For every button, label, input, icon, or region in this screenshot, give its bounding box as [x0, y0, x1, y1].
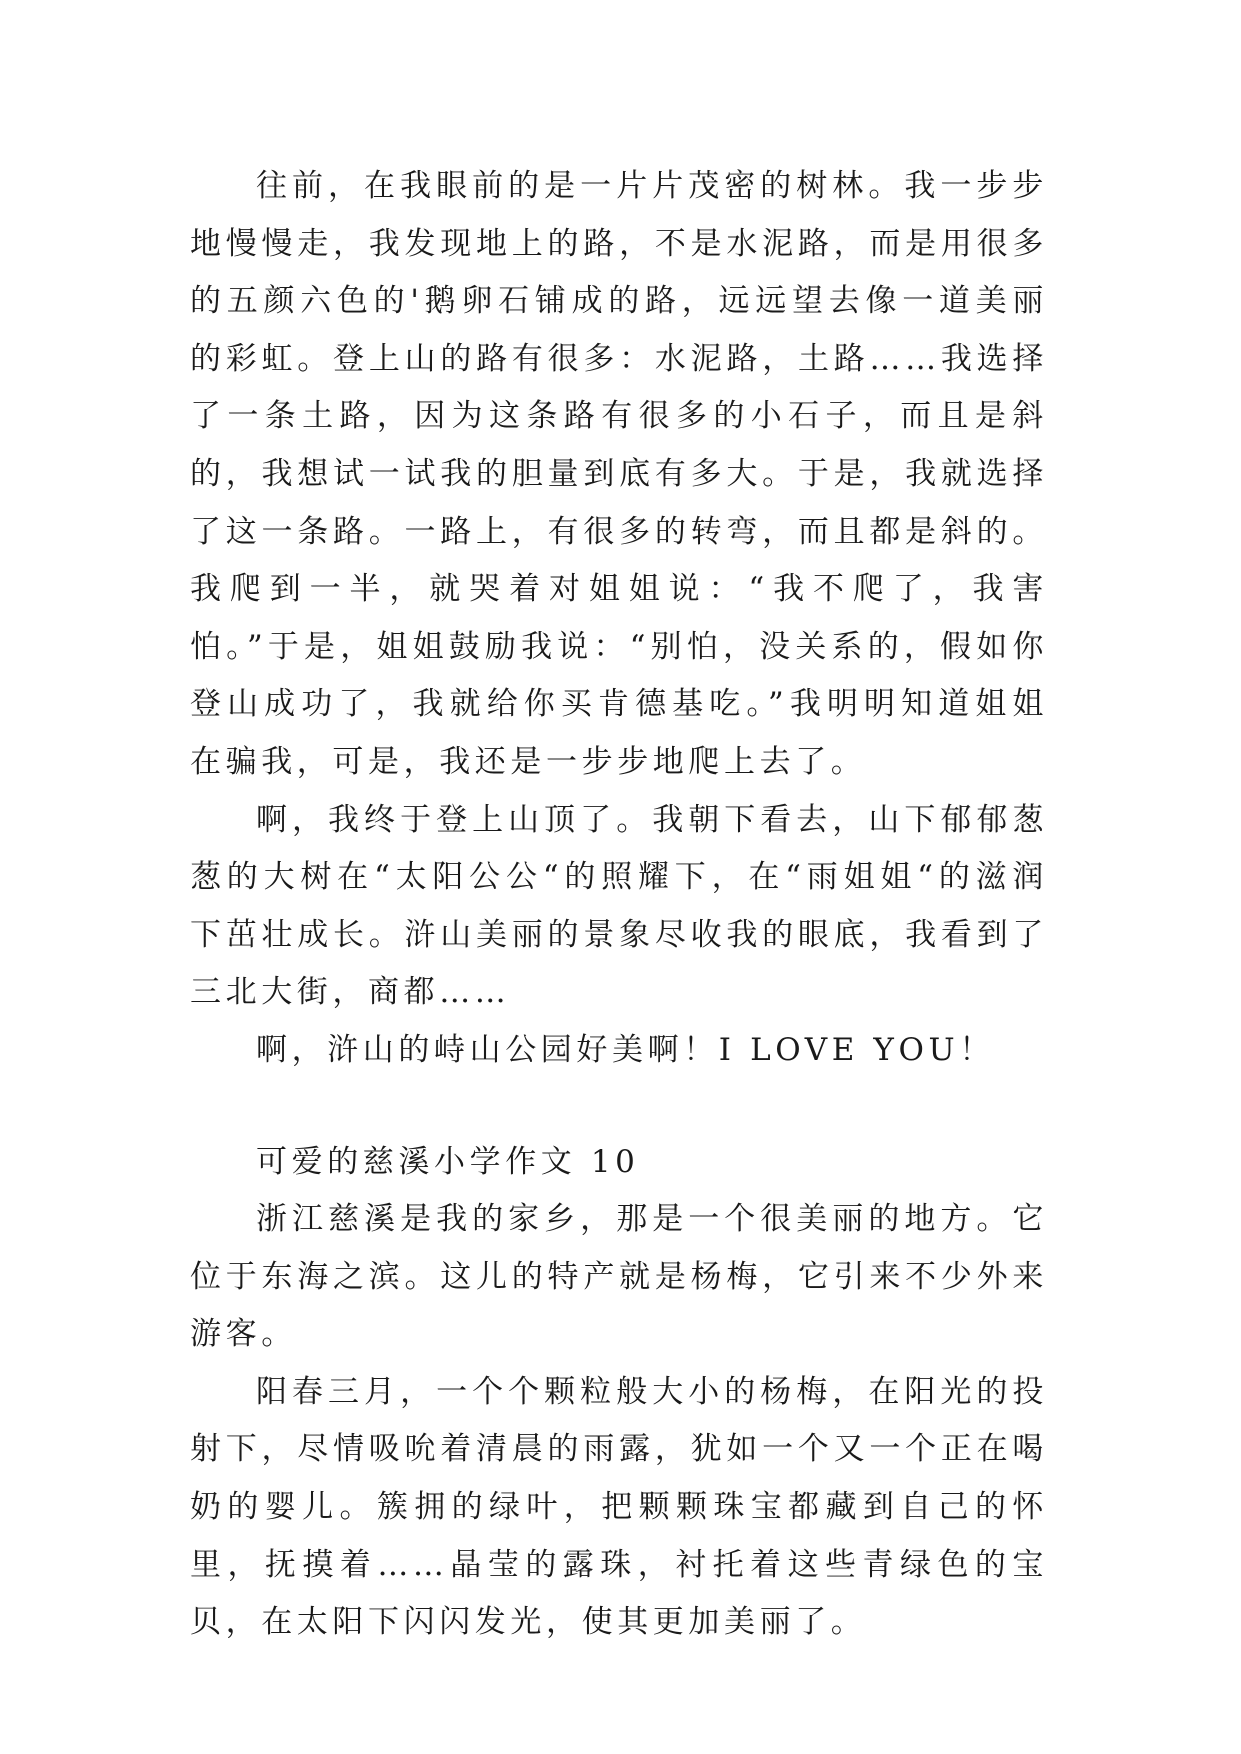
section-gap — [190, 1080, 1048, 1134]
paragraph: 浙江慈溪是我的家乡，那是一个很美丽的地方。它位于东海之滨。这儿的特产就是杨梅，它引来不少外来游客。 — [190, 1201, 1048, 1353]
paragraph: 往前，在我眼前的是一片片茂密的树林。我一步步地慢慢走，我发现地上的路，不是水泥路，而是用很多的五颜六色的'鹅卵石铺成的路，远远望去像一道美丽的彩虹。登上山的路有很多：水泥路，土路……我选择了一条土路，因为这条路有很多的小石子，而且是斜的，我想试一试我的胆量到底有多大。于是，我就选择了这一条路。一路上，有很多的转弯，而且都是斜的。我爬到一半，就哭着对姐姐说：“我不爬了，我害怕。”于是，姐姐鼓励我说：“别怕，没关系的，假如你登山成功了，我就给你买肯德基吃。”我明明知道姐姐在骗我，可是，我还是一步步地爬上去了。 — [190, 168, 1048, 780]
essay-title: 可爱的慈溪小学作文 10 — [256, 1143, 640, 1180]
paragraph: 啊，我终于登上山顶了。我朝下看去，山下郁郁葱葱的大树在“太阳公公“的照耀下，在“雨姐姐“的滋润下茁壮成长。浒山美丽的景象尽收我的眼底，我看到了三北大街，商都…… — [190, 801, 1048, 1011]
document-page — [190, 158, 1048, 1652]
paragraph: 阳春三月，一个个颗粒般大小的杨梅，在阳光的投射下，尽情吸吮着清晨的雨露，犹如一个又一个正在喝奶的婴儿。簇拥的绿叶，把颗颗珠宝都藏到自己的怀里，抚摸着……晶莹的露珠，衬托着这些青绿色的宝贝，在太阳下闪闪发光，使其更加美丽了。 — [190, 1373, 1048, 1641]
paragraph: 啊，浒山的峙山公园好美啊！I LOVE YOU！ — [256, 1031, 995, 1068]
